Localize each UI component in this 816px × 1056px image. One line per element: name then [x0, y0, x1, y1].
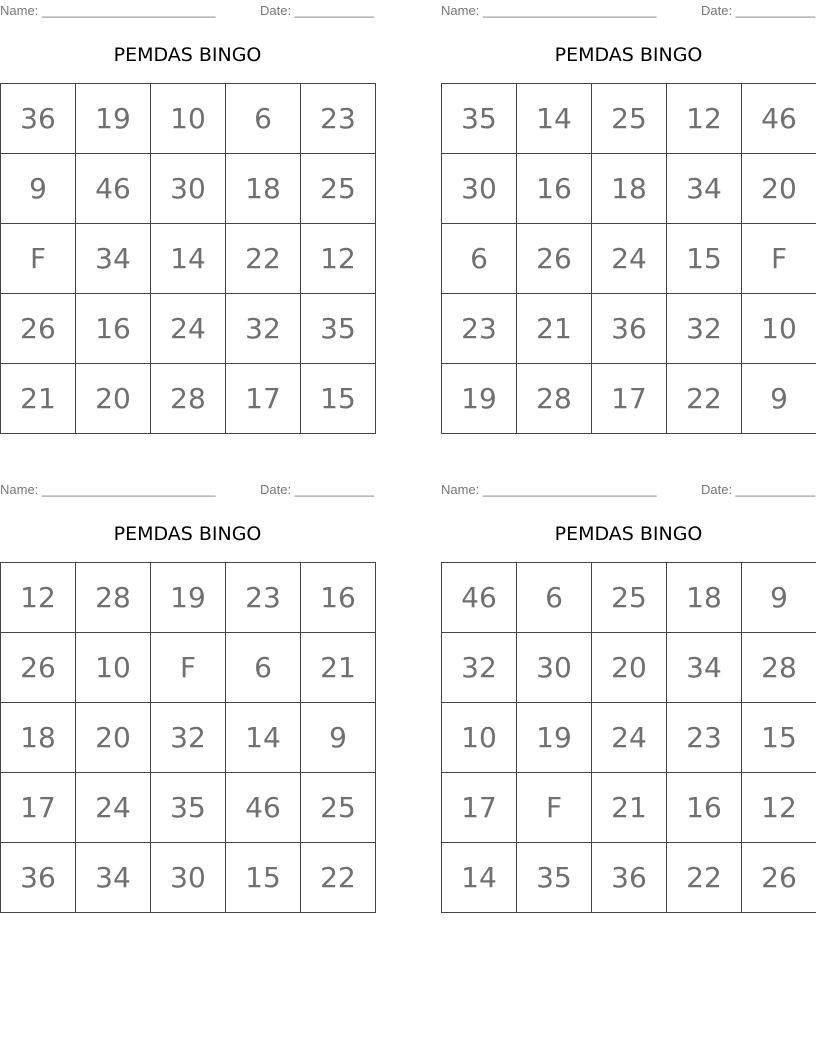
- bingo-cell: 46: [76, 154, 151, 224]
- bingo-cell: 25: [301, 773, 376, 843]
- bingo-cell: 25: [592, 84, 667, 154]
- name-field: Name: ________________________: [441, 3, 657, 18]
- grid-row: [1, 633, 376, 703]
- bingo-cell: 46: [226, 773, 301, 843]
- bingo-cell: 35: [151, 773, 226, 843]
- bingo-cell: 6: [442, 224, 517, 294]
- bingo-cell: 24: [76, 773, 151, 843]
- bingo-cell: 16: [301, 563, 376, 633]
- grid-row: [442, 773, 816, 843]
- bingo-cell: 28: [517, 364, 592, 434]
- grid-row: [1, 703, 376, 773]
- bingo-cell: 10: [442, 703, 517, 773]
- bingo-card-3: [0, 479, 375, 912]
- bingo-cell: 46: [442, 563, 517, 633]
- card-title: PEMDAS BINGO: [554, 523, 703, 545]
- card-title: PEMDAS BINGO: [554, 44, 703, 66]
- bingo-cell: 32: [151, 703, 226, 773]
- bingo-cell: 23: [226, 563, 301, 633]
- bingo-cell: 21: [301, 633, 376, 703]
- grid-row: [1, 843, 376, 913]
- date-field: Date: ___________: [701, 482, 816, 497]
- bingo-cell: 19: [442, 364, 517, 434]
- bingo-cell: 18: [226, 154, 301, 224]
- bingo-cell: 28: [151, 364, 226, 434]
- bingo-grid: [441, 562, 816, 913]
- bingo-cell: 24: [592, 703, 667, 773]
- bingo-cell: 35: [442, 84, 517, 154]
- bingo-cell: 6: [517, 563, 592, 633]
- bingo-cell: 22: [667, 843, 742, 913]
- date-field: Date: ___________: [260, 3, 375, 18]
- bingo-cell: 20: [76, 364, 151, 434]
- bingo-cell: 9: [301, 703, 376, 773]
- bingo-cell: 20: [742, 154, 816, 224]
- bingo-cell: 30: [442, 154, 517, 224]
- bingo-cell: 12: [301, 224, 376, 294]
- bingo-cell: 10: [742, 294, 816, 364]
- grid-row: [1, 364, 376, 434]
- bingo-cell: 12: [667, 84, 742, 154]
- bingo-cell: 16: [76, 294, 151, 364]
- bingo-cell: 24: [592, 224, 667, 294]
- bingo-cell: 17: [592, 364, 667, 434]
- bingo-cell: 18: [1, 703, 76, 773]
- bingo-cell: 15: [226, 843, 301, 913]
- bingo-cell: 30: [151, 843, 226, 913]
- bingo-cell: 21: [1, 364, 76, 434]
- bingo-cell: 17: [226, 364, 301, 434]
- bingo-cell: 32: [667, 294, 742, 364]
- bingo-cell: 22: [301, 843, 376, 913]
- grid-row: [1, 773, 376, 843]
- bingo-cell: 19: [517, 703, 592, 773]
- bingo-cell: 9: [1, 154, 76, 224]
- bingo-cell: 6: [226, 84, 301, 154]
- grid-row: [1, 224, 376, 294]
- bingo-cell: 28: [76, 563, 151, 633]
- bingo-grid: [0, 562, 376, 913]
- bingo-cell: 23: [667, 703, 742, 773]
- grid-row: [1, 563, 376, 633]
- bingo-cell: 21: [592, 773, 667, 843]
- bingo-cell: 30: [151, 154, 226, 224]
- grid-row: [442, 294, 816, 364]
- bingo-cell: 32: [226, 294, 301, 364]
- bingo-cell: F: [517, 773, 592, 843]
- bingo-cell: 14: [442, 843, 517, 913]
- bingo-cell: 30: [517, 633, 592, 703]
- bingo-cell: 14: [151, 224, 226, 294]
- bingo-card-1: [0, 0, 375, 433]
- name-field: Name: ________________________: [441, 482, 657, 497]
- bingo-cell: 26: [517, 224, 592, 294]
- grid-row: [442, 224, 816, 294]
- bingo-cell: 19: [76, 84, 151, 154]
- bingo-cell: 20: [592, 633, 667, 703]
- grid-row: [1, 154, 376, 224]
- bingo-cell: 36: [1, 843, 76, 913]
- bingo-cell: 15: [301, 364, 376, 434]
- bingo-cell: 10: [151, 84, 226, 154]
- bingo-cell: F: [742, 224, 816, 294]
- grid-row: [442, 364, 816, 434]
- bingo-cell: 24: [151, 294, 226, 364]
- bingo-cell: 46: [742, 84, 816, 154]
- bingo-cell: 22: [667, 364, 742, 434]
- grid-row: [442, 703, 816, 773]
- name-field: Name: ________________________: [0, 482, 216, 497]
- bingo-cell: 35: [301, 294, 376, 364]
- grid-row: [1, 294, 376, 364]
- bingo-cell: 12: [742, 773, 816, 843]
- bingo-cell: 19: [151, 563, 226, 633]
- grid-row: [442, 563, 816, 633]
- bingo-cell: 14: [517, 84, 592, 154]
- bingo-cell: 26: [742, 843, 816, 913]
- date-field: Date: ___________: [701, 3, 816, 18]
- bingo-cell: 34: [667, 633, 742, 703]
- date-field: Date: ___________: [260, 482, 375, 497]
- bingo-cell: 10: [76, 633, 151, 703]
- bingo-cell: 18: [592, 154, 667, 224]
- bingo-cell: 15: [667, 224, 742, 294]
- bingo-cell: F: [1, 224, 76, 294]
- bingo-cell: 26: [1, 294, 76, 364]
- name-field: Name: ________________________: [0, 3, 216, 18]
- bingo-card-2: [441, 0, 816, 433]
- bingo-cell: 34: [76, 843, 151, 913]
- grid-row: [442, 154, 816, 224]
- bingo-cell: 26: [1, 633, 76, 703]
- grid-row: [1, 84, 376, 154]
- bingo-cell: 14: [226, 703, 301, 773]
- bingo-cell: 21: [517, 294, 592, 364]
- card-title: PEMDAS BINGO: [113, 44, 262, 66]
- bingo-cell: 17: [1, 773, 76, 843]
- bingo-cell: 23: [442, 294, 517, 364]
- bingo-grid: [0, 83, 376, 434]
- bingo-cell: 25: [592, 563, 667, 633]
- bingo-cell: 36: [1, 84, 76, 154]
- bingo-cell: 20: [76, 703, 151, 773]
- bingo-grid: [441, 83, 816, 434]
- bingo-cell: 22: [226, 224, 301, 294]
- bingo-cell: 17: [442, 773, 517, 843]
- bingo-cell: 36: [592, 843, 667, 913]
- bingo-cell: 16: [517, 154, 592, 224]
- bingo-cell: 6: [226, 633, 301, 703]
- bingo-cell: 12: [1, 563, 76, 633]
- bingo-cell: 35: [517, 843, 592, 913]
- bingo-cell: 16: [667, 773, 742, 843]
- bingo-cell: 15: [742, 703, 816, 773]
- bingo-card-4: [441, 479, 816, 912]
- card-title: PEMDAS BINGO: [113, 523, 262, 545]
- grid-row: [442, 84, 816, 154]
- bingo-cell: 34: [667, 154, 742, 224]
- bingo-cell: 36: [592, 294, 667, 364]
- grid-row: [442, 633, 816, 703]
- bingo-cell: 32: [442, 633, 517, 703]
- bingo-cell: F: [151, 633, 226, 703]
- bingo-cell: 28: [742, 633, 816, 703]
- bingo-cell: 9: [742, 563, 816, 633]
- bingo-cell: 18: [667, 563, 742, 633]
- bingo-cell: 9: [742, 364, 816, 434]
- bingo-cell: 23: [301, 84, 376, 154]
- bingo-cell: 25: [301, 154, 376, 224]
- bingo-cell: 34: [76, 224, 151, 294]
- grid-row: [442, 843, 816, 913]
